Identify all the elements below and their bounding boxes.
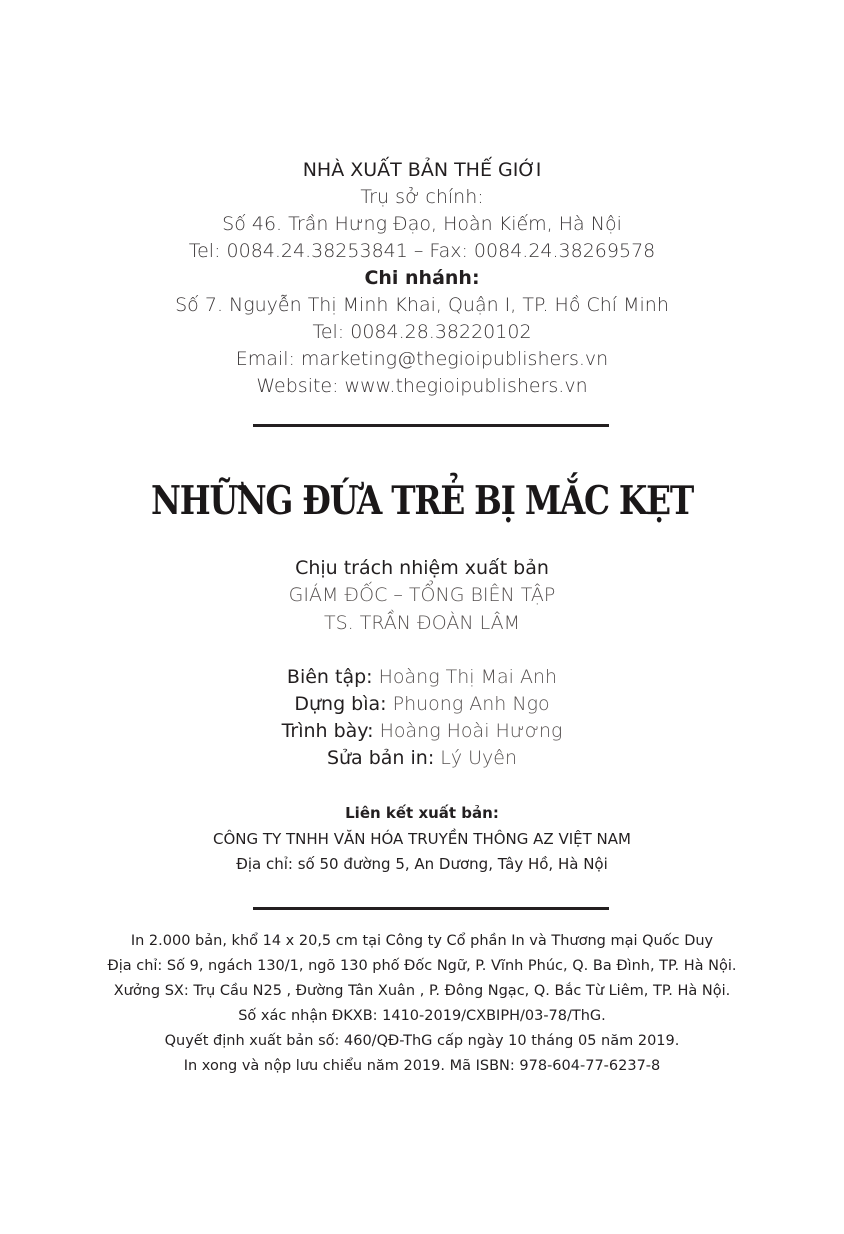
credit-label: Biên tập: <box>286 666 373 688</box>
partner-address: Địa chỉ: số 50 đường 5, An Dương, Tây Hồ, Hà Nội <box>236 855 608 873</box>
credit-label: Sửa bản in: <box>326 747 435 769</box>
printing-line: In xong và nộp lưu chiểu năm 2019. Mã ISBN: 978-604-77-6237-8 <box>183 1058 661 1074</box>
branch-label: Chi nhánh: <box>364 267 480 289</box>
credit-value: Phuong Anh Ngo <box>392 693 550 715</box>
responsibility-person: TS. TRẦN ĐOÀN LÂM <box>323 612 521 634</box>
partner-label: Liên kết xuất bản: <box>345 804 499 822</box>
credit-proofreader <box>0 749 844 768</box>
publisher-website: Website: www.thegioipublishers.vn <box>256 375 588 397</box>
publisher-email: Email: marketing@thegioipublishers.vn <box>235 348 609 370</box>
credit-value: Hoàng Hoài Hương <box>379 720 563 742</box>
credit-value: Lý Uyên <box>440 747 518 769</box>
printing-line: Quyết định xuất bản số: 460/QĐ-ThG cấp ngày 10 tháng 05 năm 2019. <box>164 1033 680 1049</box>
credit-layout <box>0 722 844 741</box>
printing-line: In 2.000 bản, khổ 14 x 20,5 cm tại Công ty Cổ phần In và Thương mại Quốc Duy <box>130 933 714 949</box>
head-office-address: Số 46. Trần Hưng Đạo, Hoàn Kiếm, Hà Nội <box>222 213 622 235</box>
credit-cover <box>0 695 844 714</box>
responsibility-position: GIÁM ĐỐC – TỔNG BIÊN TẬP <box>288 584 556 606</box>
branch-phone: Tel: 0084.28.38220102 <box>312 321 532 343</box>
credit-editor <box>0 668 844 687</box>
partner-company: CÔNG TY TNHH VĂN HÓA TRUYỀN THÔNG AZ VIỆT NAM <box>213 830 631 848</box>
printing-line: Xưởng SX: Trụ Cầu N25 , Đường Tân Xuân , P. Đông Ngạc, Q. Bắc Từ Liêm, TP. Hà Nội. <box>113 983 731 999</box>
credit-value: Hoàng Thị Mai Anh <box>378 666 558 688</box>
head-office-label: Trụ sở chính: <box>360 186 484 208</box>
divider-top <box>253 424 609 427</box>
credit-label: Trình bày: <box>281 720 374 742</box>
printing-line: Địa chỉ: Số 9, ngách 130/1, ngõ 130 phố Đốc Ngữ, P. Vĩnh Phúc, Q. Ba Đình, TP. Hà Nội. <box>107 958 737 974</box>
head-office-phone: Tel: 0084.24.38253841 – Fax: 0084.24.38269578 <box>188 240 656 262</box>
printing-line: Số xác nhận ĐKXB: 1410-2019/CXBIPH/03-78/ThG. <box>238 1008 606 1024</box>
credit-label: Dựng bìa: <box>294 693 387 715</box>
book-title: NHỮNG ĐỨA TRẺ BỊ MẮC KẸT <box>151 478 693 524</box>
publisher-name: NHÀ XUẤT BẢN THẾ GIỚI <box>302 159 542 181</box>
divider-bottom <box>253 907 609 910</box>
responsibility-heading: Chịu trách nhiệm xuất bản <box>295 557 549 579</box>
branch-address: Số 7. Nguyễn Thị Minh Khai, Quận I, TP. Hồ Chí Minh <box>175 294 669 316</box>
